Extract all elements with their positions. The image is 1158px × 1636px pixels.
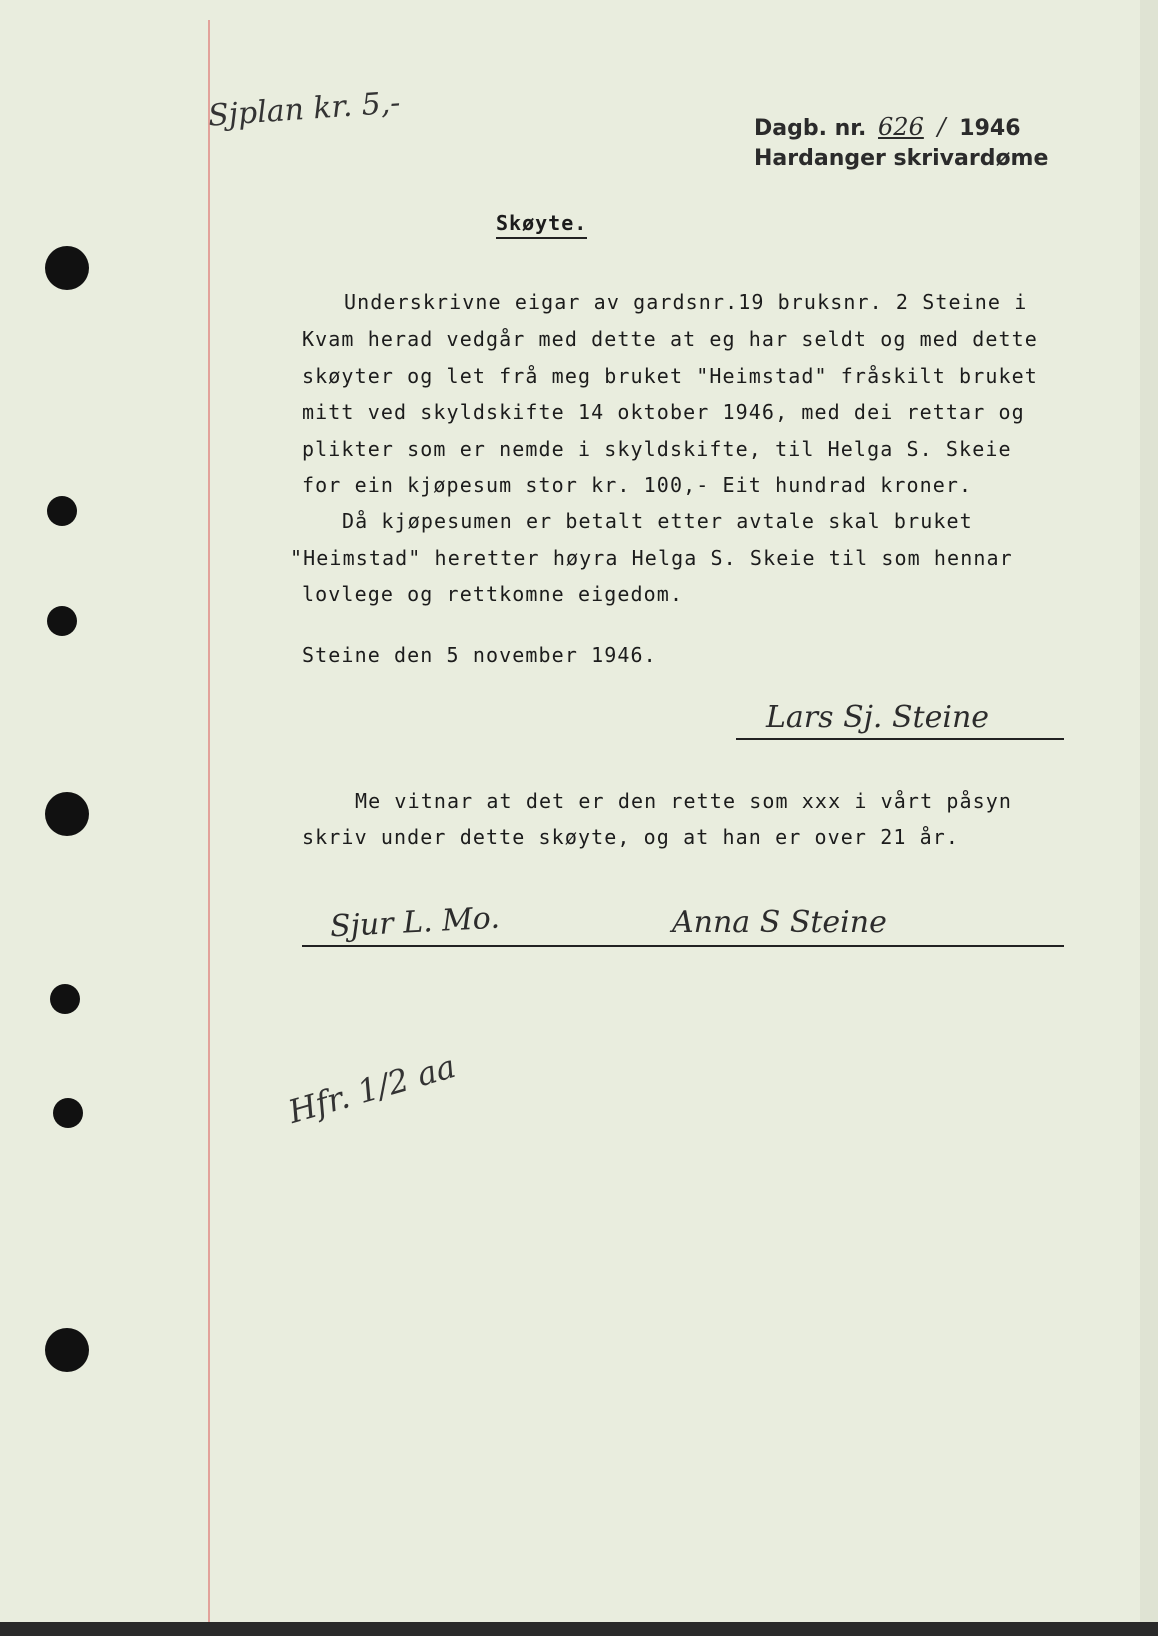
witness-signature: Anna S Steine	[672, 905, 887, 940]
text-line: skøyter og let frå meg bruket "Heimstad" fråskilt bruket	[302, 364, 1038, 388]
text-line: mitt ved skyldskifte 14 oktober 1946, med dei rettar og	[302, 400, 1025, 424]
margin-note: Sjplan kr. 5,-	[207, 85, 402, 134]
stamp-separator: /	[937, 113, 946, 141]
punch-hole-icon	[47, 496, 77, 526]
signature-line	[302, 945, 1064, 947]
punch-hole-icon	[47, 606, 77, 636]
seller-signature: Lars Sj. Steine	[766, 700, 990, 735]
signature-line	[736, 738, 1064, 740]
stamp-year: 1946	[959, 116, 1021, 141]
punch-hole-icon	[45, 246, 89, 290]
text-line: "Heimstad" heretter høyra Helga S. Skeie til som hennar	[290, 546, 1013, 570]
text-line: lovlege og rettkomne eigedom.	[302, 582, 684, 606]
place-date: Steine den 5 november 1946.	[302, 643, 657, 667]
stamp-prefix: Dagb. nr.	[754, 116, 867, 141]
witness-signature: Sjur L. Mo.	[329, 900, 501, 945]
text-line: plikter som er nemde i skyldskifte, til Helga S. Skeie	[302, 437, 1012, 461]
bottom-note: Hfr. 1/2 aa	[284, 1047, 460, 1131]
text-line: Underskrivne eigar av gardsnr.19 bruksnr. 2 Steine i	[344, 290, 1028, 314]
punch-hole-icon	[50, 984, 80, 1014]
text-line: skriv under dette skøyte, og at han er over 21 år.	[302, 825, 960, 849]
stamp-number: 626	[878, 113, 924, 141]
document-title: Skøyte.	[496, 211, 587, 239]
registration-stamp	[754, 112, 1048, 174]
text-line: Kvam herad vedgår med dette at eg har seldt og med dette	[302, 327, 1038, 351]
text-line: Me vitnar at det er den rette som xxx i vårt påsyn	[355, 789, 1013, 813]
scan-border	[0, 1622, 1158, 1636]
text-line: Då kjøpesumen er betalt etter avtale skal bruket	[342, 509, 973, 533]
text-line: for ein kjøpesum stor kr. 100,- Eit hundrad kroner.	[302, 473, 973, 497]
punch-hole-icon	[45, 792, 89, 836]
punch-hole-icon	[45, 1328, 89, 1372]
margin-line	[208, 20, 210, 1625]
punch-hole-icon	[53, 1098, 83, 1128]
stamp-office: Hardanger skrivardøme	[754, 146, 1049, 171]
page-edge	[1140, 0, 1158, 1636]
